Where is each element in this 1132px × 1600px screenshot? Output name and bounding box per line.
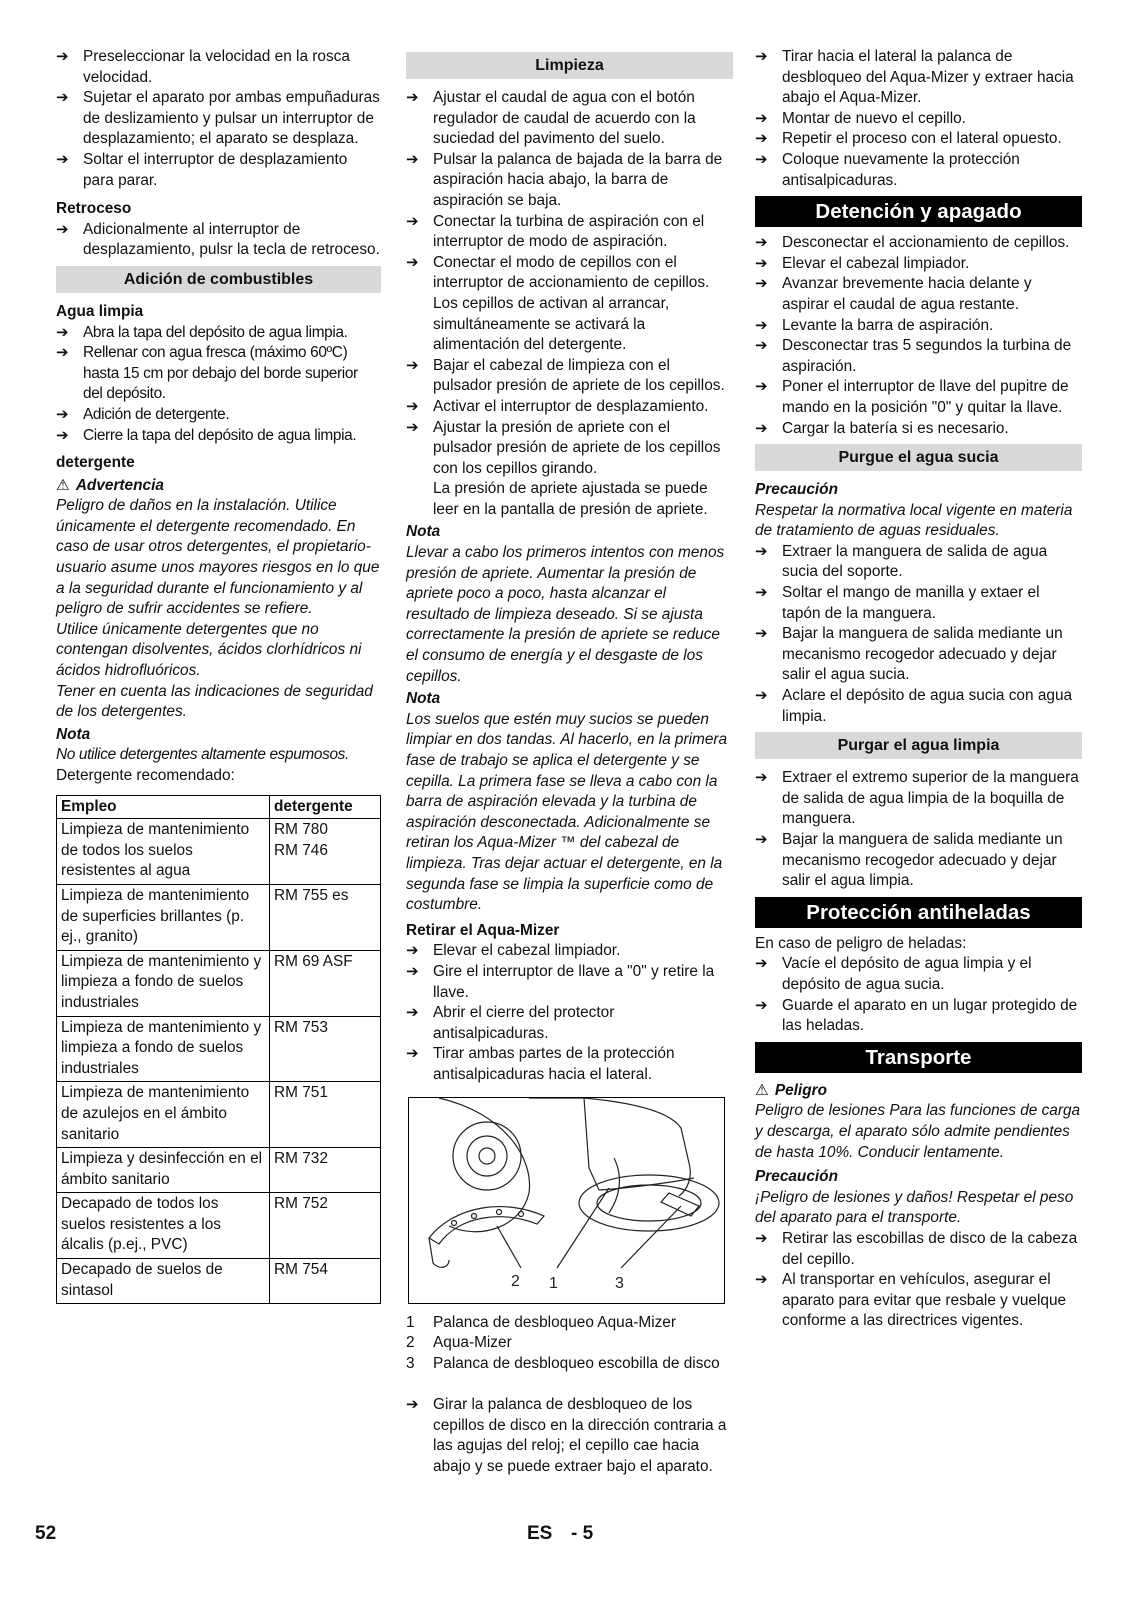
- footer-section-page: - 5: [571, 1523, 594, 1544]
- arrow-icon: ➔: [406, 1004, 419, 1022]
- leader-line-3: [621, 1206, 681, 1268]
- arrow-icon: ➔: [755, 769, 768, 787]
- table-header: detergente: [270, 795, 381, 819]
- arrow-icon: ➔: [755, 150, 768, 168]
- warning-heading: [56, 476, 381, 497]
- step-item: ➔ Ajustar el caudal de agua con el botón regulador de caudal de acuerdo con la suciedad del pavimento del suelo.: [406, 89, 696, 148]
- column-1: [56, 47, 381, 1304]
- section-heading-transporte: Transporte: [755, 1042, 1082, 1073]
- arrow-icon: ➔: [406, 89, 419, 106]
- page-number: 52: [35, 1523, 57, 1544]
- machine-edge: [584, 1098, 599, 1190]
- step-item: ➔ Al transportar en vehículos, asegurar el aparato para evitar que resbale y vuelque conforme a las directrices vigentes.: [755, 1271, 1067, 1330]
- column-2: [406, 47, 733, 1478]
- legend-item: 2 Aqua-Mizer: [406, 1334, 512, 1352]
- table-cell-detergent: RM 780 RM 746: [270, 819, 381, 885]
- arrow-icon: ➔: [755, 584, 768, 602]
- arrow-icon: ➔: [56, 48, 69, 65]
- table-row: [57, 1082, 381, 1148]
- table-cell-usage: Limpieza y desinfección en el ámbito sanitario: [57, 1148, 270, 1193]
- legend-item: 3 Palanca de desbloqueo escobilla de disco: [406, 1354, 720, 1372]
- arrow-icon: ➔: [755, 254, 768, 272]
- step-item: ➔ Adicionalmente al interruptor de desplazamiento, pulsr la tecla de retroceso.: [56, 220, 380, 259]
- aqua-mizer-figure: [408, 1097, 725, 1304]
- wheel-axle: [479, 1148, 495, 1164]
- danger-text: Peligro de lesiones Para las funciones de carga y descarga, el aparato sólo admite pendientes de hasta 10%. Conducir lentamente.: [755, 1102, 1081, 1161]
- arrow-icon: ➔: [755, 130, 768, 148]
- aqua-mizer-hole: [452, 1220, 457, 1225]
- caution-heading: Precaución: [755, 1168, 838, 1186]
- note-text: No utilice detergentes altamente espumosos.: [56, 746, 349, 764]
- step-item: ➔ Montar de nuevo el cepillo.: [755, 109, 1082, 130]
- arrow-icon: ➔: [755, 1229, 768, 1247]
- detergent-table: [56, 795, 381, 1305]
- arrow-icon: ➔: [56, 220, 69, 238]
- table-cell-usage: Limpieza de mantenimiento de todos los suelos resistentes al agua: [57, 819, 270, 885]
- recommended-label: Detergente recomendado:: [56, 767, 235, 784]
- step-note: La presión de apriete ajustada se puede leer en la pantalla de presión de apriete.: [433, 480, 708, 518]
- arrow-icon: ➔: [755, 378, 768, 396]
- arrow-icon: ➔: [755, 337, 768, 355]
- table-cell-detergent: RM 755 es: [270, 884, 381, 950]
- arrow-icon: ➔: [406, 942, 419, 960]
- table-cell-detergent: RM 753: [270, 1016, 381, 1082]
- arrow-icon: ➔: [406, 150, 419, 168]
- table-row: [57, 950, 381, 1016]
- step-item: ➔ Adición de detergente.: [56, 405, 381, 426]
- step-item: ➔ Levante la barra de aspiración.: [755, 316, 1082, 337]
- table-cell-usage: Limpieza de mantenimiento de azulejos en el ámbito sanitario: [57, 1082, 270, 1148]
- aqua-mizer-hole: [472, 1213, 477, 1218]
- danger-heading: [755, 1081, 1082, 1102]
- table-row: [57, 1016, 381, 1082]
- table-cell-usage: Limpieza de mantenimiento y limpieza a fondo de suelos industriales: [57, 950, 270, 1016]
- step-item: ➔ Vacíe el depósito de agua limpia y el depósito de agua sucia.: [755, 955, 1032, 993]
- step-item: ➔ Retirar las escobillas de disco de la cabeza del cepillo.: [755, 1229, 1078, 1268]
- subheading-retroceso: Retroceso: [56, 200, 132, 218]
- leader-line-1: [557, 1188, 609, 1268]
- table-row: [57, 884, 381, 950]
- step-item: ➔ Elevar el cabezal limpiador.: [755, 254, 1082, 275]
- subheading-detergente: detergente: [56, 454, 135, 472]
- table-cell-usage: Decapado de suelos de sintasol: [57, 1259, 270, 1304]
- step-item: ➔ Avanzar brevemente hacia delante y aspirar el caudal de agua restante.: [755, 275, 1032, 313]
- note-heading: Nota: [406, 690, 441, 708]
- table-cell-usage: Limpieza de mantenimiento y limpieza a fondo de suelos industriales: [57, 1016, 270, 1082]
- column-3: [755, 47, 1082, 1332]
- step-item: ➔ Activar el interruptor de desplazamiento.: [406, 397, 733, 418]
- table-header: Empleo: [57, 795, 270, 819]
- step-item: ➔ Repetir el proceso con el lateral opuesto.: [755, 129, 1082, 150]
- note-text: Los suelos que estén muy sucios se pueden limpiar en dos tandas. Al hacerlo, en la primera fase de trabajo se aplica el detergente y se cepilla. La primera fase se lleva a cabo con la barra de aspiración elevada y la turbina de aspiración desconectada. Adicionalmente se retiran los Aqua-Mizer ™ del cabezal de limpieza. Tras dejar actuar el detergente, en la segunda fase se limpia la superficie como de costumbre.: [406, 710, 728, 914]
- step-item: ➔ Extraer el extremo superior de la manguera de salida de agua limpia de la boquilla de manguera.: [755, 769, 1079, 828]
- note-text: Llevar a cabo los primeros intentos con menos presión de apriete. Aumentar la presión de apriete poco a poco, hasta alcanzar el resultado de limpieza deseado. Si se ajusta correctamente la presión de apriete se reduce el consumo de energía y el desgaste de los cepillos.: [406, 544, 725, 685]
- section-heading-purgar: Purgar el agua limpia: [755, 732, 1082, 759]
- wheel-hub-inner: [467, 1136, 507, 1176]
- step-item: ➔ Tirar hacia el lateral la palanca de desbloqueo del Aqua-Mizer y extraer hacia abajo el Aqua-Mizer.: [755, 48, 1074, 107]
- table-cell-detergent: RM 752: [270, 1193, 381, 1259]
- machine-body: [529, 1098, 690, 1196]
- figure-label-2: 2: [511, 1272, 520, 1290]
- step-item: ➔ Ajustar la presión de apriete con el pulsador presión de apriete de los cepillos con los cepillos girando.: [406, 418, 721, 477]
- caution-text: Respetar la normativa local vigente en materia de tratamiento de aguas residuales.: [755, 501, 1073, 540]
- step-item: ➔ Guarde el aparato en un lugar protegido de las heladas.: [755, 996, 1078, 1035]
- step-item: ➔ Rellenar con agua fresca (máximo 60ºC) hasta 15 cm por debajo del borde superior del depósito.: [56, 344, 358, 403]
- arrow-icon: ➔: [755, 109, 768, 127]
- arrow-icon: ➔: [406, 397, 419, 415]
- note-heading: Nota: [56, 725, 91, 743]
- subheading-agua-limpia: Agua limpia: [56, 302, 144, 320]
- arrow-icon: ➔: [56, 405, 69, 423]
- warning-text: Peligro de daños en la instalación. Utilice únicamente el detergente recomendado. En caso de usar otros detergentes, el propietario-usuario asume unos mayores riesgos en lo que a la seguridad durante el funcionamiento y al peligro de sufrir accidentes se refiere.: [56, 497, 380, 618]
- step-item: ➔ Preseleccionar la velocidad en la rosca velocidad.: [56, 48, 350, 86]
- footer-language: ES: [527, 1523, 553, 1544]
- arrow-icon: ➔: [755, 48, 768, 65]
- table-cell-detergent: RM 69 ASF: [270, 950, 381, 1016]
- step-item: ➔ Bajar la manguera de salida mediante un mecanismo recogedor adecuado y dejar salir el agua limpia.: [755, 831, 1063, 890]
- arrow-icon: ➔: [755, 316, 768, 334]
- arrow-icon: ➔: [755, 625, 768, 643]
- step-item: ➔ Coloque nuevamente la protección antisalpicaduras.: [755, 150, 1020, 189]
- figure-label-3: 3: [615, 1274, 624, 1292]
- arrow-icon: ➔: [56, 89, 69, 107]
- step-item: ➔ Sujetar el aparato por ambas empuñaduras de deslizamiento y pulsar un interruptor de desplazamiento; el aparato se desplaza.: [56, 89, 380, 148]
- step-item: ➔ Tirar ambas partes de la protección antisalpicaduras hacia el lateral.: [406, 1045, 675, 1083]
- aqua-mizer-end: [429, 1238, 449, 1267]
- step-item: ➔ Bajar el cabezal de limpieza con el pulsador presión de apriete de los cepillos.: [406, 356, 725, 395]
- release-lever: [609, 1158, 619, 1213]
- arrow-icon: ➔: [755, 1271, 768, 1289]
- step-item: ➔ Elevar el cabezal limpiador.: [406, 941, 733, 962]
- warning-text: Utilice únicamente detergentes que no contengan disolventes, ácidos clorhídricos ni ácidos hidrofluóricos.: [56, 620, 362, 680]
- table-cell-detergent: RM 754: [270, 1259, 381, 1304]
- section-heading-adicion: Adición de combustibles: [56, 266, 381, 293]
- arrow-icon: ➔: [56, 426, 69, 444]
- aqua-mizer-part: [429, 1206, 544, 1243]
- step-item: ➔ Soltar el interruptor de desplazamiento para parar.: [56, 150, 348, 189]
- arrow-icon: ➔: [755, 996, 768, 1014]
- step-item: ➔ Pulsar la palanca de bajada de la barra de aspiración hacia abajo, la barra de aspiración se baja.: [406, 150, 723, 209]
- legend-item: 1 Palanca de desbloqueo Aqua-Mizer: [406, 1313, 676, 1331]
- brush-disc: [579, 1175, 719, 1231]
- arrow-icon: ➔: [755, 831, 768, 848]
- warning-title: Advertencia: [75, 476, 164, 494]
- table-header-row: [57, 795, 381, 819]
- arrow-icon: ➔: [56, 150, 69, 168]
- step-item: ➔ Conectar la turbina de aspiración con el interruptor de modo de aspiración.: [406, 212, 705, 251]
- arrow-icon: ➔: [406, 1045, 419, 1063]
- step-item: ➔ Bajar la manguera de salida mediante un mecanismo recogedor adecuado y dejar salir el agua sucia.: [755, 625, 1063, 684]
- table-cell-detergent: RM 751: [270, 1082, 381, 1148]
- arrow-icon: ➔: [406, 212, 419, 230]
- step-item: ➔ Cierre la tapa del depósito de agua limpia.: [56, 426, 381, 447]
- arrow-icon: ➔: [56, 344, 69, 362]
- step-item: ➔ Desconectar el accionamiento de cepillos.: [755, 233, 1082, 254]
- danger-title: Peligro: [774, 1081, 827, 1099]
- aqua-mizer-illustration: [409, 1098, 724, 1303]
- intro-text: En caso de peligro de heladas:: [755, 934, 967, 952]
- arrow-icon: ➔: [406, 356, 419, 374]
- warning-triangle-icon: ⚠: [755, 1081, 769, 1099]
- brush-disc-inner: [597, 1185, 701, 1221]
- caution-text: ¡Peligro de lesiones y daños! Respetar el peso del aparato para el transporte.: [755, 1188, 1074, 1227]
- arrow-icon: ➔: [755, 687, 768, 705]
- step-item: ➔ Girar la palanca de desbloqueo de los cepillos de disco en la dirección contraria a las agujas del reloj; el cepillo cae hacia abajo y se puede extraer bajo el aparato.: [406, 1396, 727, 1476]
- caution-heading: Precaución: [755, 481, 838, 499]
- step-item: ➔ Conectar el modo de cepillos con el interruptor de accionamiento de cepillos.: [406, 253, 710, 292]
- step-item: ➔ Aclare el depósito de agua sucia con agua limpia.: [755, 687, 1073, 725]
- arrow-icon: ➔: [755, 234, 768, 252]
- table-row: [57, 819, 381, 885]
- arrow-icon: ➔: [56, 323, 69, 341]
- wheel-hub: [453, 1122, 521, 1190]
- release-latch: [661, 1193, 699, 1216]
- aqua-mizer-hole: [519, 1211, 524, 1216]
- step-item: ➔ Gire el interruptor de llave a "0" y retire la llave.: [406, 962, 715, 1001]
- step-item: ➔ Extraer la manguera de salida de agua sucia del soporte.: [755, 542, 1048, 581]
- figure-label-1: 1: [549, 1274, 558, 1292]
- warning-text: Tener en cuenta las indicaciones de seguridad de los detergentes.: [56, 682, 373, 721]
- step-note: Los cepillos de activan al arrancar, simultáneamente se activará la alimentación del detergente.: [433, 294, 670, 354]
- warning-triangle-icon: ⚠: [56, 476, 70, 494]
- step-item: ➔ Cargar la batería si es necesario.: [755, 419, 1082, 440]
- step-item: ➔ Soltar el mango de manilla y extaer el tapón de la manguera.: [755, 584, 1040, 622]
- table-row: [57, 1148, 381, 1193]
- section-heading-purgue: Purgue el agua sucia: [755, 444, 1082, 471]
- arrow-icon: ➔: [755, 542, 768, 560]
- table-cell-usage: Decapado de todos los suelos resistentes a los álcalis (p.ej., PVC): [57, 1193, 270, 1259]
- subheading-retirar: Retirar el Aqua-Mizer: [406, 921, 560, 939]
- note-heading: Nota: [406, 523, 441, 541]
- arrow-icon: ➔: [406, 962, 419, 980]
- step-item: ➔ Abra la tapa del depósito de agua limpia.: [56, 323, 381, 344]
- arrow-icon: ➔: [406, 253, 419, 271]
- table-cell-usage: Limpieza de mantenimiento de superficies brillantes (p. ej., granito): [57, 884, 270, 950]
- wheel-outline: [439, 1098, 530, 1232]
- section-heading-detencion: Detención y apagado: [755, 196, 1082, 227]
- arrow-icon: ➔: [406, 418, 419, 436]
- table-row: [57, 1193, 381, 1259]
- leader-line-2: [497, 1226, 521, 1268]
- arrow-icon: ➔: [755, 955, 768, 973]
- step-item: ➔ Poner el interruptor de llave del pupitre de mando en la posición "0" y quitar la llave.: [755, 378, 1069, 416]
- arrow-icon: ➔: [406, 1396, 419, 1414]
- step-item: ➔ Desconectar tras 5 segundos la turbina de aspiración.: [755, 337, 1072, 375]
- arrow-icon: ➔: [755, 419, 768, 437]
- table-row: [57, 1259, 381, 1304]
- section-heading-limpieza: Limpieza: [406, 52, 733, 79]
- section-heading-proteccion: Protección antiheladas: [755, 897, 1082, 928]
- step-item: ➔ Abrir el cierre del protector antisalpicaduras.: [406, 1004, 615, 1042]
- table-cell-detergent: RM 732: [270, 1148, 381, 1193]
- arrow-icon: ➔: [755, 275, 768, 293]
- aqua-mizer-hole: [497, 1209, 502, 1214]
